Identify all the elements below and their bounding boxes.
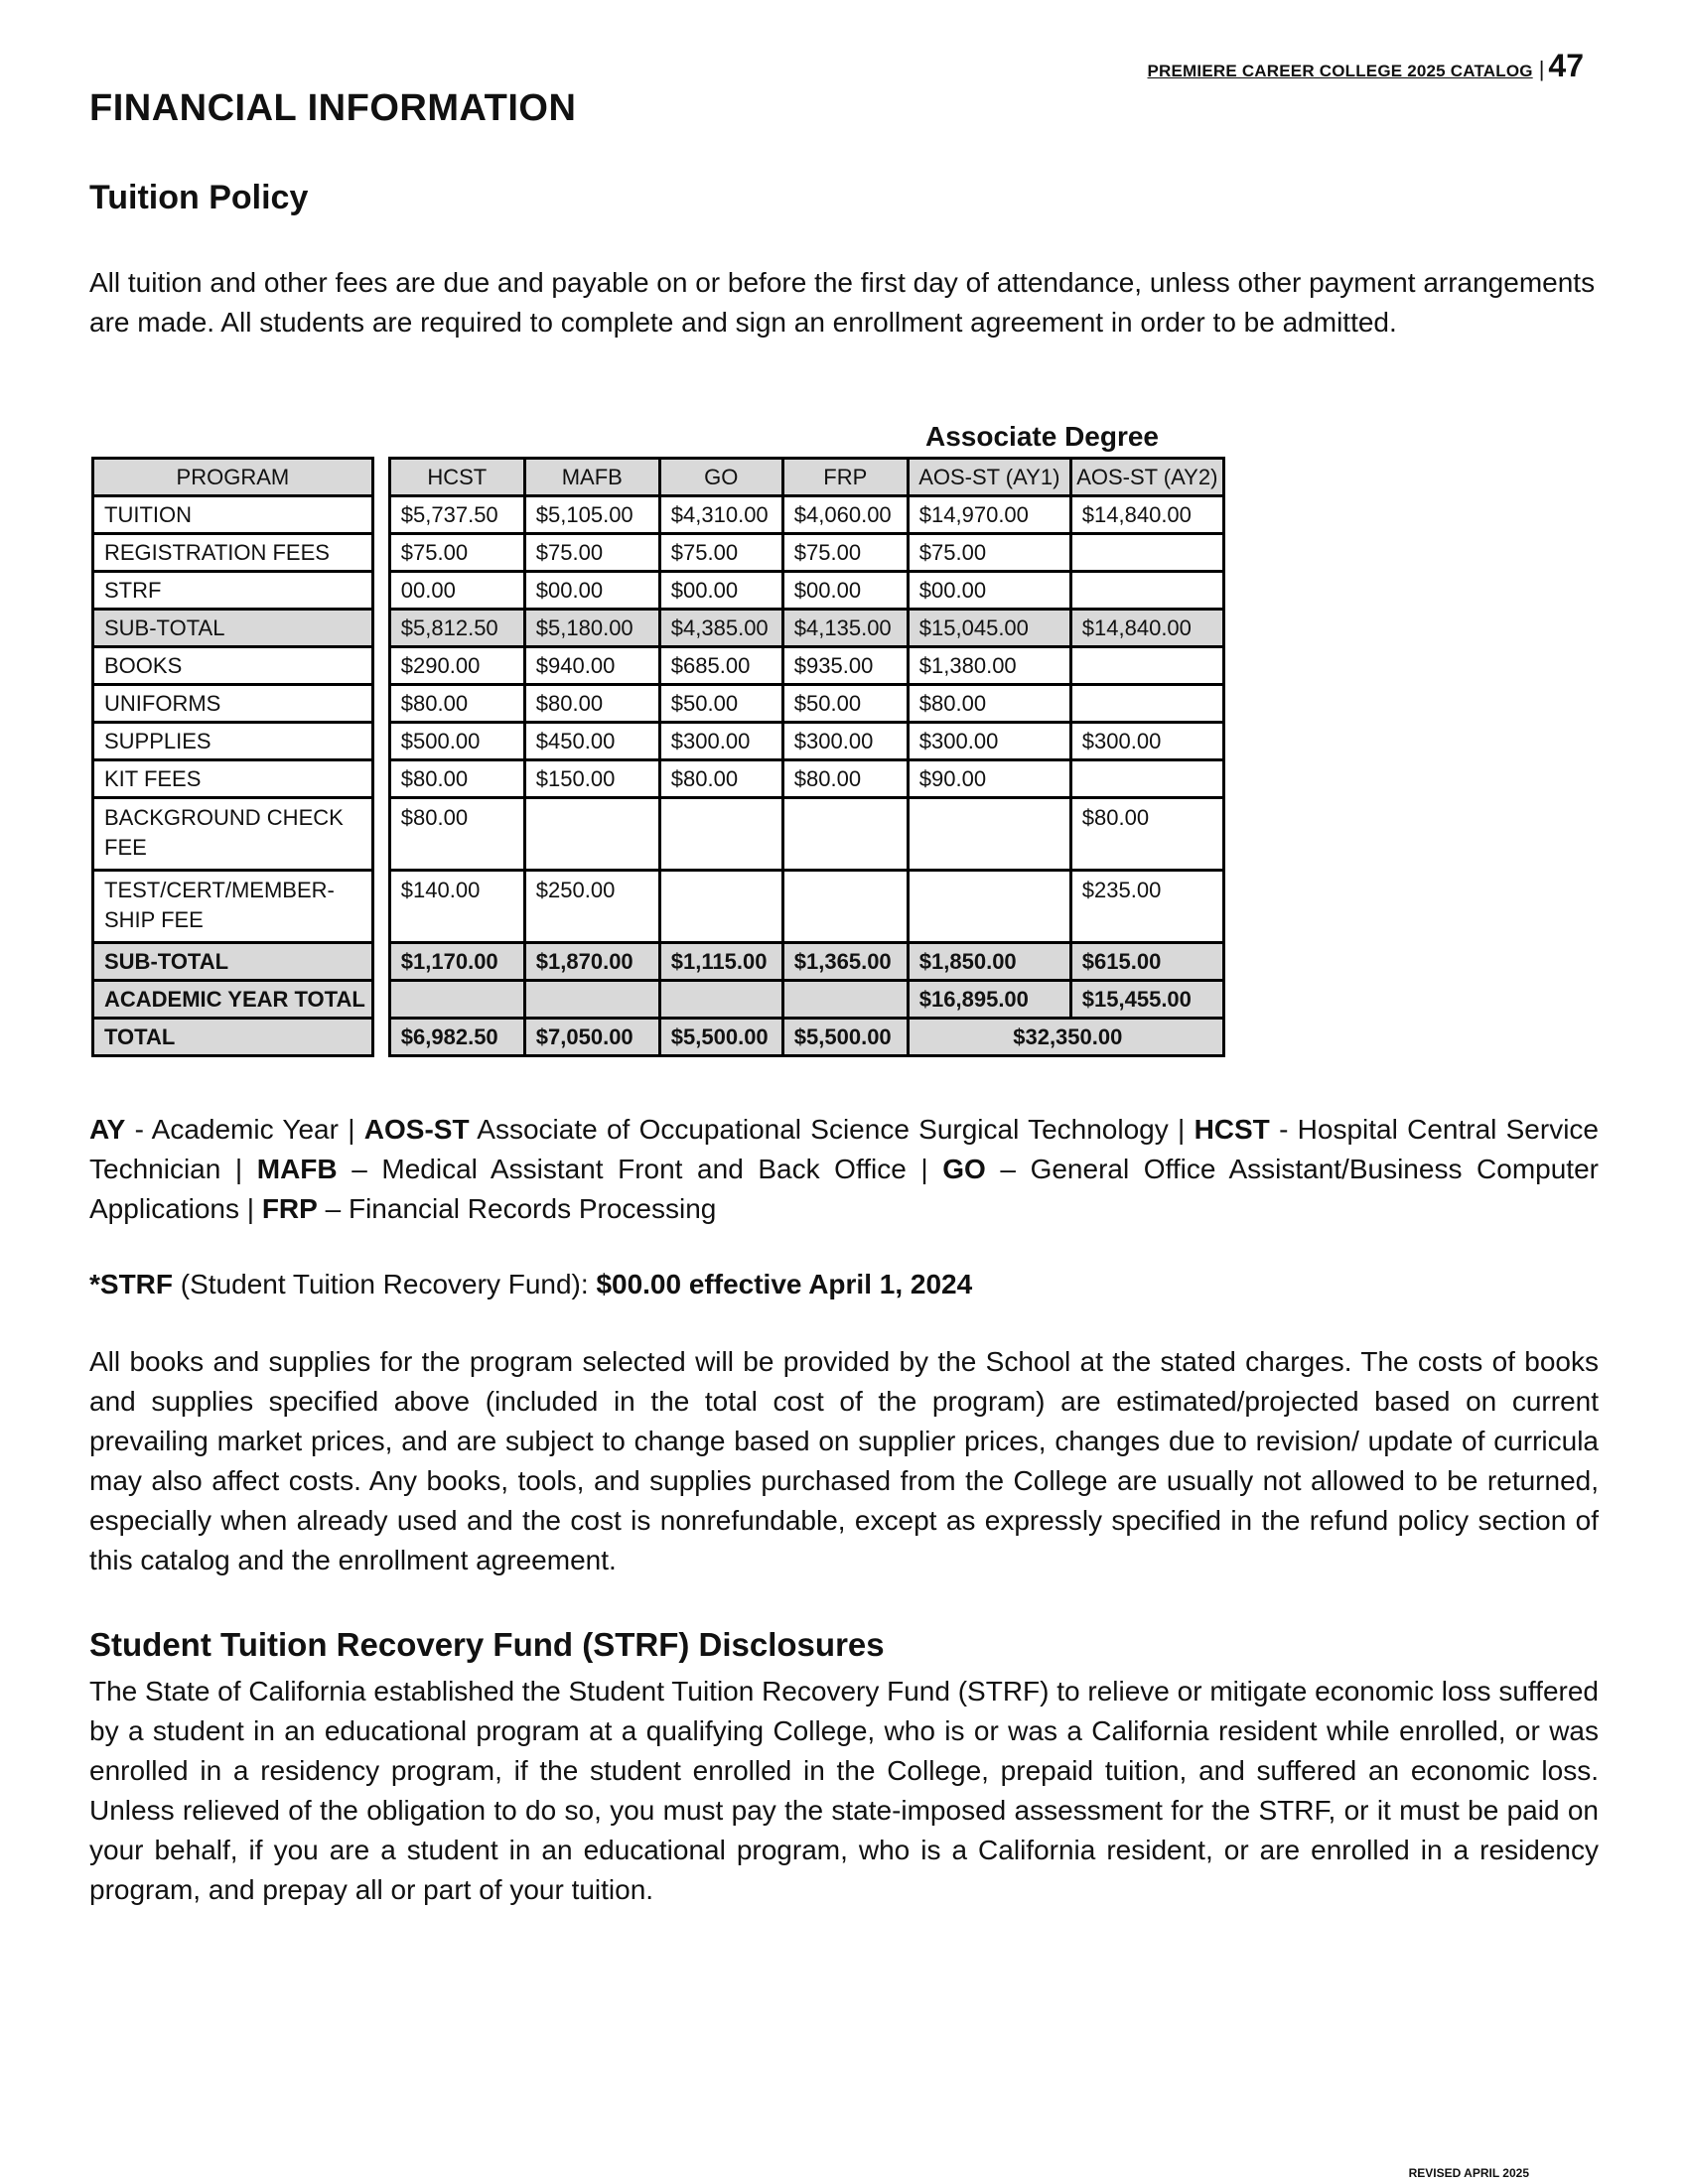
- table-cell: $80.00: [908, 685, 1070, 723]
- table-cell: $4,135.00: [782, 610, 908, 647]
- table-cell: [782, 871, 908, 943]
- row-label: SUPPLIES: [93, 723, 373, 760]
- table-cell: $14,840.00: [1070, 496, 1223, 534]
- table-cell: [1070, 760, 1223, 798]
- abbr-definition: Hospital Central Service Technician: [89, 1114, 1599, 1184]
- table-row: [93, 981, 1224, 1019]
- strf-note-middle: (Student Tuition Recovery Fund):: [173, 1269, 597, 1299]
- table-cell: $5,500.00: [782, 1019, 908, 1056]
- row-label: TOTAL: [93, 1019, 373, 1056]
- table-cell: [1070, 534, 1223, 572]
- table-cell: [659, 798, 782, 871]
- table-cell: $80.00: [389, 760, 524, 798]
- table-cell: $940.00: [524, 647, 659, 685]
- table-row: [93, 1019, 1224, 1056]
- table-cell: $00.00: [659, 572, 782, 610]
- strf-disclosures-heading: Student Tuition Recovery Fund (STRF) Disclosures: [89, 1626, 885, 1663]
- table-cell: [1070, 572, 1223, 610]
- table-cell: [659, 981, 782, 1019]
- aos-combined-total: $32,350.00: [908, 1019, 1223, 1056]
- table-cell: [659, 871, 782, 943]
- table-cell: $140.00: [389, 871, 524, 943]
- table-cell: $75.00: [389, 534, 524, 572]
- table-cell: $5,500.00: [659, 1019, 782, 1056]
- table-row: [93, 534, 1224, 572]
- table-cell: $15,045.00: [908, 610, 1070, 647]
- strf-note-value: $00.00 effective April 1, 2024: [596, 1269, 973, 1299]
- table-cell: $235.00: [1070, 871, 1223, 943]
- abbr-definition: Medical Assistant Front and Back Office: [381, 1154, 907, 1184]
- row-label: UNIFORMS: [93, 685, 373, 723]
- table-cell: $1,170.00: [389, 943, 524, 981]
- page-title: FINANCIAL INFORMATION: [89, 87, 577, 129]
- table-cell: $50.00: [659, 685, 782, 723]
- page-header: [1148, 48, 1585, 84]
- table-cell: [782, 798, 908, 871]
- abbr-term: MAFB: [256, 1154, 338, 1184]
- table-cell: $1,115.00: [659, 943, 782, 981]
- table-cell: $4,060.00: [782, 496, 908, 534]
- table-cell: $250.00: [524, 871, 659, 943]
- table-cell: $615.00: [1070, 943, 1223, 981]
- associate-degree-label: Associate Degree: [925, 421, 1160, 452]
- row-label: KIT FEES: [93, 760, 373, 798]
- table-header-row: [93, 459, 1224, 496]
- table-cell: $75.00: [908, 534, 1070, 572]
- table-cell: $15,455.00: [1070, 981, 1223, 1019]
- table-cell: $80.00: [1070, 798, 1223, 871]
- table-row: [93, 572, 1224, 610]
- table-cell: $6,982.50: [389, 1019, 524, 1056]
- strf-disclosures-text: The State of California established the Student Tuition Recovery Fund (STRF) to relieve or mitigate economic loss suffered by a student in an educational program at a qualifying College, who is or was a California resident while enrolled, or was enrolled in a residency program, if the student enrolled in the College, prepaid tuition, and suffered an economic loss. Unless relieved of the obligation to do so, you must pay the state-imposed assessment for the STRF, or it must be paid on your behalf, if you are a student in an educational program, who is a California resident, or are enrolled in a residency program, and prepay all or part of your tuition.: [89, 1676, 1599, 1905]
- row-label: TUITION: [93, 496, 373, 534]
- row-label: BACKGROUND CHECK FEE: [93, 798, 373, 871]
- table-cell: $1,380.00: [908, 647, 1070, 685]
- table-cell: $75.00: [524, 534, 659, 572]
- table-cell: [908, 871, 1070, 943]
- table-cell: $75.00: [659, 534, 782, 572]
- column-header: PROGRAM: [93, 459, 373, 496]
- revised-date: REVISED APRIL 2025: [1408, 2166, 1529, 2180]
- table-row: [93, 496, 1224, 534]
- column-header: HCST: [389, 459, 524, 496]
- table-cell: [908, 798, 1070, 871]
- table-row: [93, 723, 1224, 760]
- table-cell: $300.00: [908, 723, 1070, 760]
- row-label: REGISTRATION FEES: [93, 534, 373, 572]
- abbr-term: AOS-ST: [363, 1114, 470, 1145]
- table-cell: $4,310.00: [659, 496, 782, 534]
- table-cell: $90.00: [908, 760, 1070, 798]
- table-cell: $500.00: [389, 723, 524, 760]
- row-label: SUB-TOTAL: [93, 610, 373, 647]
- table-cell: $00.00: [908, 572, 1070, 610]
- table-row: [93, 647, 1224, 685]
- abbreviation-legend: AY - Academic Year | AOS-ST Associate of Occupational Science Surgical Technology | HCST - Hospital Central Service Technician | MAFB – Medical Assistant Front and Back Office | GO – General Office Assistant/Business Computer Applications | FRP – Financial Records Processing: [89, 1114, 1599, 1224]
- table-cell: $1,365.00: [782, 943, 908, 981]
- table-cell: $5,737.50: [389, 496, 524, 534]
- column-header: FRP: [782, 459, 908, 496]
- abbr-term: FRP: [261, 1193, 318, 1224]
- abbr-term: HCST: [1194, 1114, 1270, 1145]
- table-cell: $80.00: [659, 760, 782, 798]
- tuition-policy-heading: Tuition Policy: [89, 179, 309, 216]
- table-row: [93, 760, 1224, 798]
- row-label: ACADEMIC YEAR TOTAL: [93, 981, 373, 1019]
- abbr-term: AY: [89, 1114, 126, 1145]
- table-row: [93, 943, 1224, 981]
- table-cell: $00.00: [524, 572, 659, 610]
- table-cell: $80.00: [524, 685, 659, 723]
- strf-note-prefix: *STRF: [89, 1269, 173, 1299]
- table-cell: $00.00: [782, 572, 908, 610]
- table-cell: [524, 798, 659, 871]
- row-label: TEST/CERT/MEMBER-SHIP FEE: [93, 871, 373, 943]
- table-row: [93, 871, 1224, 943]
- table-cell: $75.00: [782, 534, 908, 572]
- row-label: SUB-TOTAL: [93, 943, 373, 981]
- table-row: [93, 610, 1224, 647]
- table-row: [93, 685, 1224, 723]
- table-cell: [524, 981, 659, 1019]
- table-cell: $50.00: [782, 685, 908, 723]
- table-cell: $685.00: [659, 647, 782, 685]
- table-cell: $1,870.00: [524, 943, 659, 981]
- column-header: AOS-ST (AY2): [1070, 459, 1223, 496]
- column-header: GO: [659, 459, 782, 496]
- table-cell: $290.00: [389, 647, 524, 685]
- table-cell: 00.00: [389, 572, 524, 610]
- fee-table: [91, 457, 1225, 1057]
- abbr-definition: Associate of Occupational Science Surgical Technology: [477, 1114, 1169, 1145]
- table-cell: $300.00: [659, 723, 782, 760]
- table-cell: [782, 981, 908, 1019]
- abbr-term: GO: [942, 1154, 986, 1184]
- table-cell: $5,105.00: [524, 496, 659, 534]
- table-cell: $300.00: [1070, 723, 1223, 760]
- table-cell: [389, 981, 524, 1019]
- row-label: BOOKS: [93, 647, 373, 685]
- abbr-definition: Financial Records Processing: [348, 1193, 717, 1224]
- table-cell: $1,850.00: [908, 943, 1070, 981]
- table-cell: $14,970.00: [908, 496, 1070, 534]
- column-header: AOS-ST (AY1): [908, 459, 1070, 496]
- table-cell: $14,840.00: [1070, 610, 1223, 647]
- strf-note: [89, 1265, 1599, 1304]
- table-cell: [1070, 647, 1223, 685]
- abbr-definition: Academic Year: [151, 1114, 339, 1145]
- table-cell: $7,050.00: [524, 1019, 659, 1056]
- table-cell: $16,895.00: [908, 981, 1070, 1019]
- table-cell: $5,180.00: [524, 610, 659, 647]
- table-cell: $80.00: [389, 685, 524, 723]
- table-cell: $150.00: [524, 760, 659, 798]
- table-cell: $80.00: [389, 798, 524, 871]
- books-supplies-paragraph: All books and supplies for the program selected will be provided by the School at the stated charges. The costs of books and supplies specified above (included in the total cost of the program) are estimated/projected based on current prevailing market prices, and are subject to change based on supplier prices, changes due to revision/ update of curricula may also affect costs. Any books, tools, and supplies purchased from the College are usually not allowed to be returned, especially when already used and the cost is nonrefundable, except as expressly specified in the refund policy section of this catalog and the enrollment agreement.: [89, 1346, 1599, 1575]
- table-row: [93, 798, 1224, 871]
- table-cell: $5,812.50: [389, 610, 524, 647]
- row-label: STRF: [93, 572, 373, 610]
- abbr-definition: General Office Assistant/Business Computer Applications: [89, 1154, 1599, 1224]
- table-cell: $935.00: [782, 647, 908, 685]
- table-cell: $80.00: [782, 760, 908, 798]
- catalog-title: PREMIERE CAREER COLLEGE 2025 CATALOG: [1147, 62, 1533, 80]
- column-header: MAFB: [524, 459, 659, 496]
- table-cell: [1070, 685, 1223, 723]
- table-cell: $450.00: [524, 723, 659, 760]
- tuition-policy-text: All tuition and other fees are due and payable on or before the first day of attendance, unless other payment arrangements are made. All students are required to complete and sign an enrollment agreement in order to be admitted.: [89, 267, 1596, 338]
- header-separator: |: [1538, 57, 1545, 81]
- table-cell: $4,385.00: [659, 610, 782, 647]
- table-cell: $300.00: [782, 723, 908, 760]
- page-number: 47: [1548, 48, 1584, 83]
